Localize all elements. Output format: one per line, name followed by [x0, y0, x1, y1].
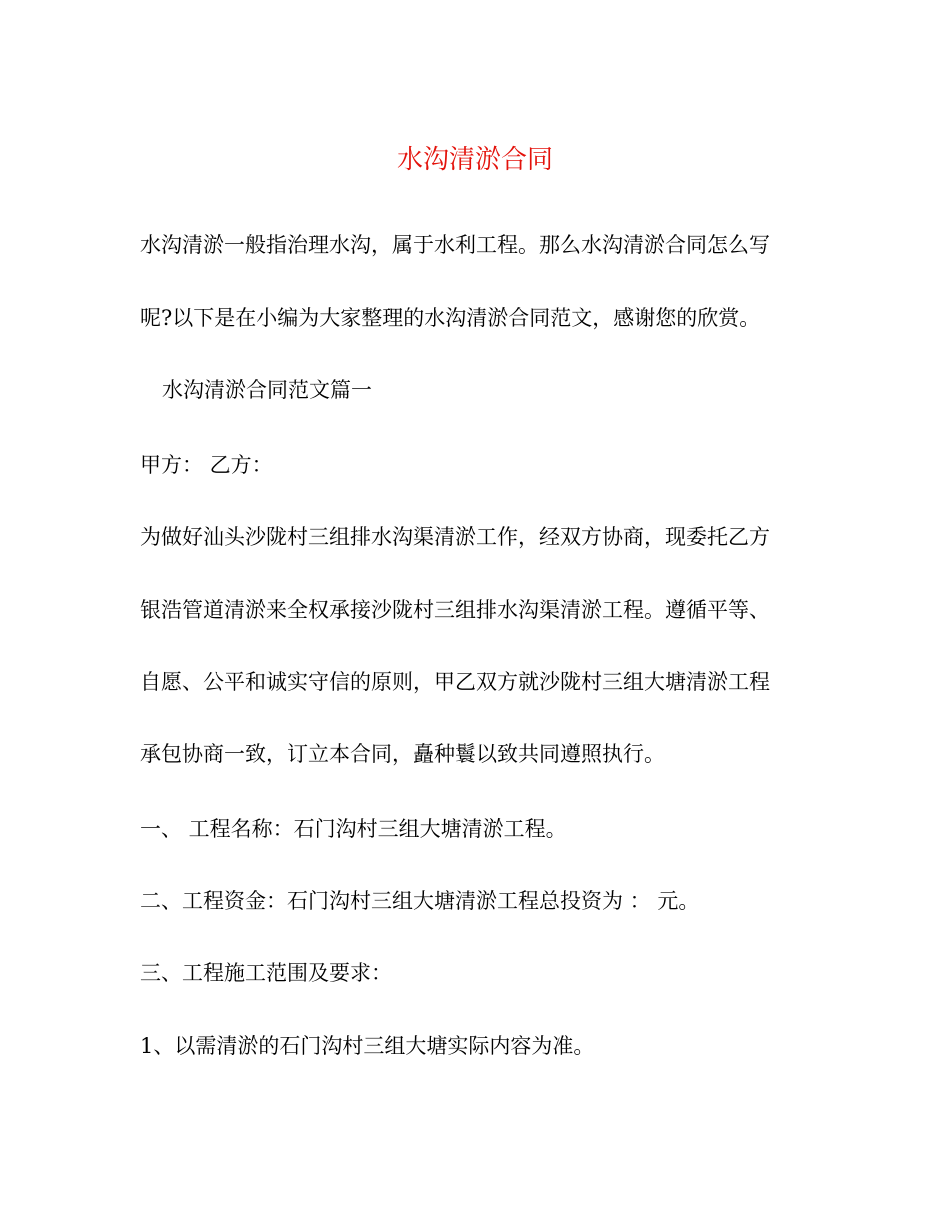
intro-line-2: 呢?以下是在小编为大家整理的水沟清淤合同范文，感谢您的欣赏。: [140, 306, 761, 330]
paragraph-line-4: 承包协商一致，订立本合同，矗种鬟以致共同遵照执行。: [140, 742, 665, 766]
document-title: 水沟清淤合同: [396, 145, 553, 175]
clause-3-item-1: 1、以需清淤的石门沟村三组大塘实际内容为准。: [140, 1034, 595, 1058]
clause-2: 二、工程资金：石门沟村三组大塘清淤工程总投资为 ： 元。: [140, 889, 700, 913]
paragraph-line-1: 为做好汕头沙陇村三组排水沟渠清淤工作，经双方协商，现委托乙方: [140, 525, 770, 549]
section-heading: 水沟清淤合同范文篇一: [162, 378, 372, 402]
clause-1: 一、 工程名称：石门沟村三组大塘清淤工程。: [140, 817, 567, 841]
intro-line-1: 水沟清淤一般指治理水沟，属于水利工程。那么水沟清淤合同怎么写: [140, 233, 770, 257]
paragraph-line-3: 自愿、公平和诚实守信的原则，甲乙双方就沙陇村三组大塘清淤工程: [140, 670, 770, 694]
clause-3: 三、工程施工范围及要求：: [140, 961, 392, 985]
parties-line: 甲方： 乙方：: [140, 453, 273, 477]
paragraph-line-2: 银浩管道清淤来全权承接沙陇村三组排水沟渠清淤工程。遵循平等、: [140, 598, 770, 622]
